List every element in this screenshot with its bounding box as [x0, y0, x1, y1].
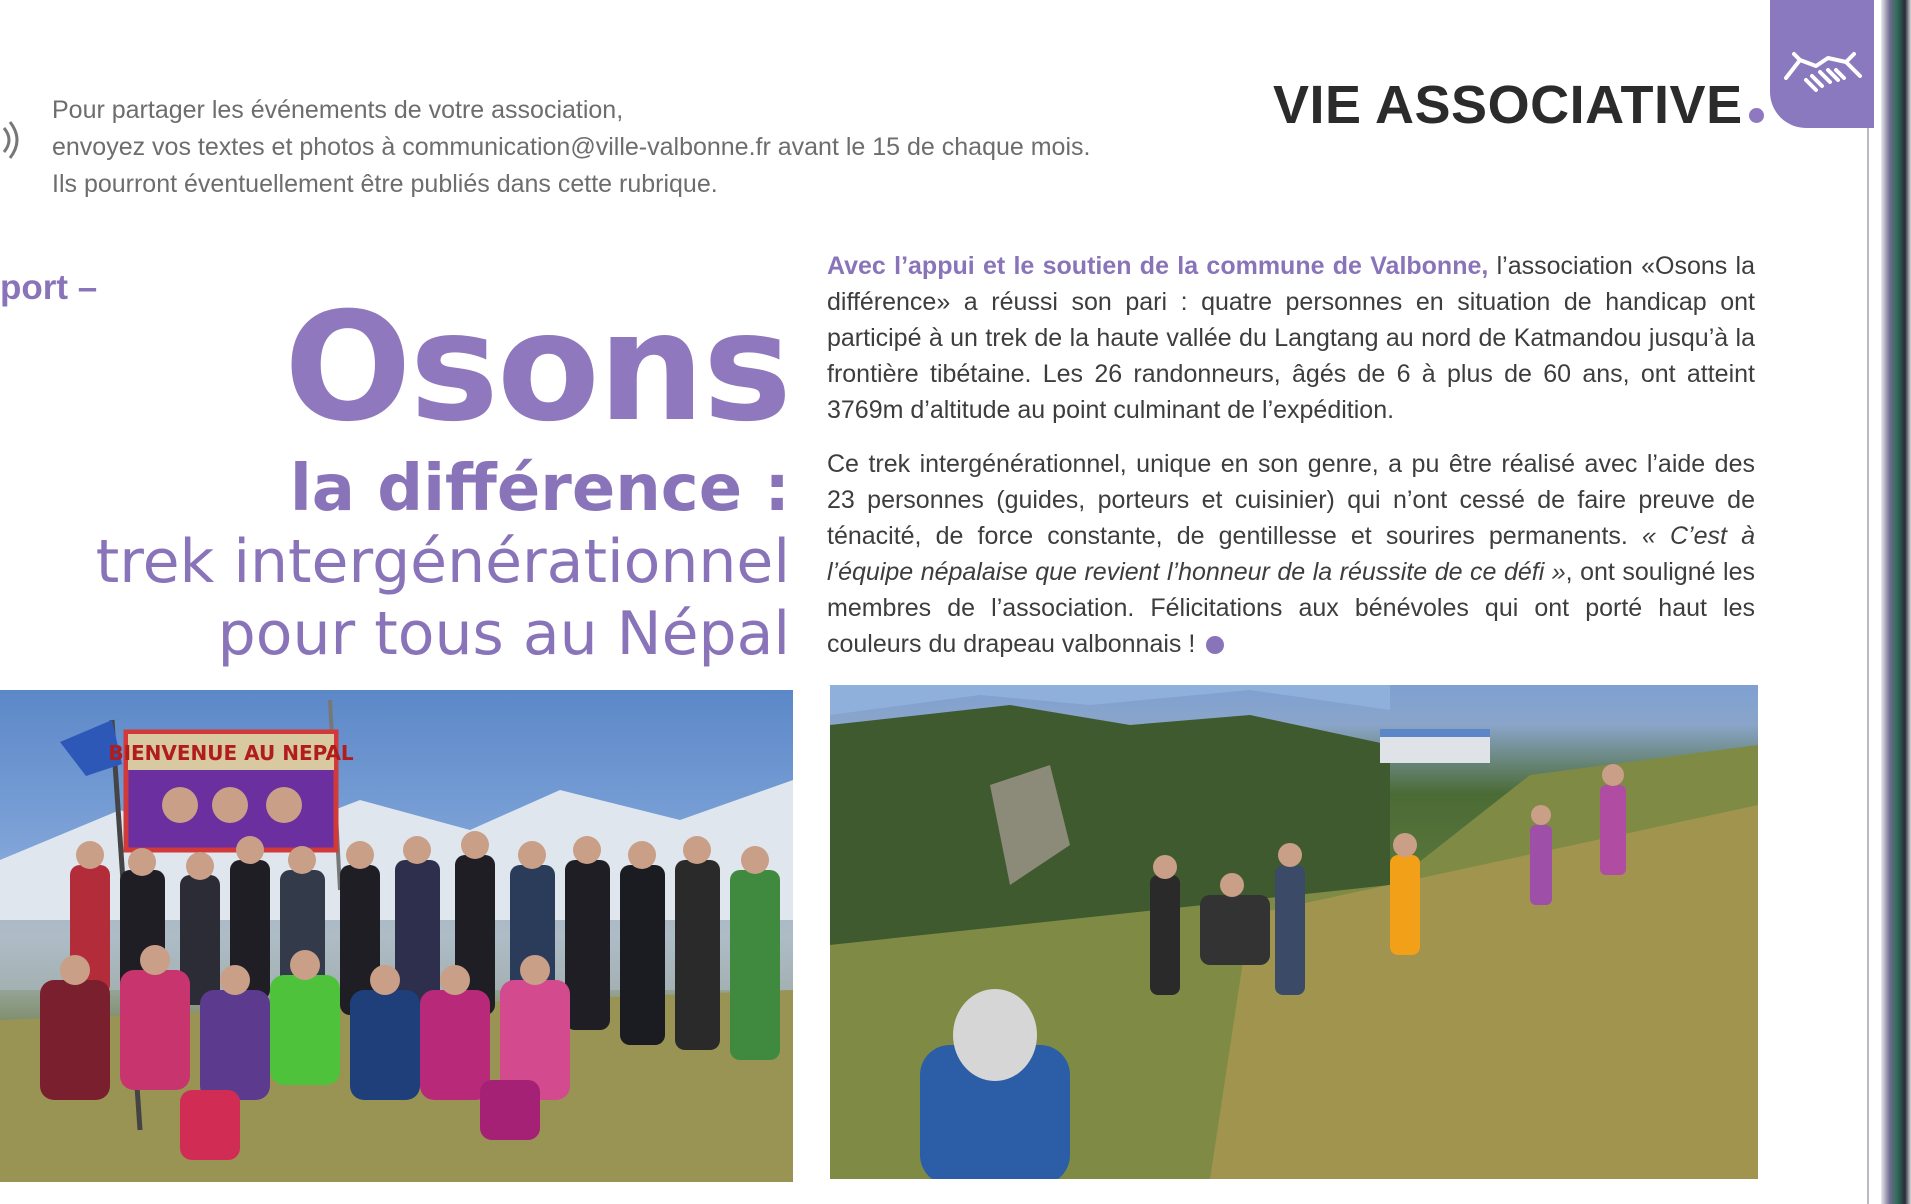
intro-line-1: Pour partager les événements de votre association,	[52, 96, 624, 124]
submission-info	[52, 92, 1252, 203]
paragraph-2-end: , ont souligné les membres de l’association. Félicitations aux bénévoles qui ont porté haut les couleurs du drapeau valbonnais !	[827, 558, 1755, 658]
headline-line-2: la différence :	[289, 452, 790, 526]
headline-line-3: trek intergénérationnel	[95, 527, 790, 597]
headline-line-1: Osons	[284, 281, 790, 455]
end-of-article-dot	[1206, 636, 1224, 654]
paragraph-1-text: l’association «Osons la différence» a réussi son pari : quatre personnes en situation de handicap ont participé à un trek de la haute vallée du Langtang au nord de Katmandou jusqu’à la frontière tibétaine. Les 26 randonneurs, âgés de 6 à plus de 60 ans, ont atteint 3769m d’altitude au point culminant de l’expédition.	[827, 252, 1755, 424]
quote-text: « C’est à l’équipe népalaise que revient l’honneur de la réussite de ce défi »	[827, 522, 1755, 586]
section-title-text: VIE ASSOCIATIVE	[1273, 75, 1743, 135]
section-dot	[1749, 108, 1764, 123]
group-photo	[0, 690, 793, 1182]
paragraph-2-text: Ce trek intergénérationnel, unique en son genre, a pu être réalisé avec l’aide des 23 personnes (guides, porteurs et cuisinier) qui n’ont cessé de faire preuve de ténacité, de force constante, de gentillesse et sourires permanents.	[827, 450, 1755, 550]
section-tab	[1770, 0, 1874, 128]
speaker-waves-icon	[0, 118, 24, 162]
binding-spine	[1881, 0, 1911, 1204]
hillside-photo-illustration	[830, 685, 1758, 1179]
banner-text: BIENVENUE AU NEPAL	[108, 741, 354, 765]
intro-line-3: Ils pourront éventuellement être publiés dans cette rubrique.	[52, 170, 718, 198]
group-photo-illustration	[0, 690, 793, 1182]
rubric-label: port –	[0, 268, 98, 307]
handshake-icon	[1770, 0, 1874, 128]
lead-text: Avec l’appui et le soutien de la commune de Valbonne,	[827, 252, 1489, 280]
hillside-photo	[830, 685, 1758, 1179]
page-edge-line	[1867, 0, 1869, 1204]
section-title	[1273, 74, 1764, 136]
paragraph-2	[827, 446, 1755, 662]
article-body	[827, 248, 1755, 680]
paragraph-1	[827, 248, 1755, 428]
intro-line-2: envoyez vos textes et photos à communication@ville-valbonne.fr avant le 15 de chaque mois.	[52, 133, 1091, 161]
headline-line-4: pour tous au Népal	[217, 599, 790, 669]
